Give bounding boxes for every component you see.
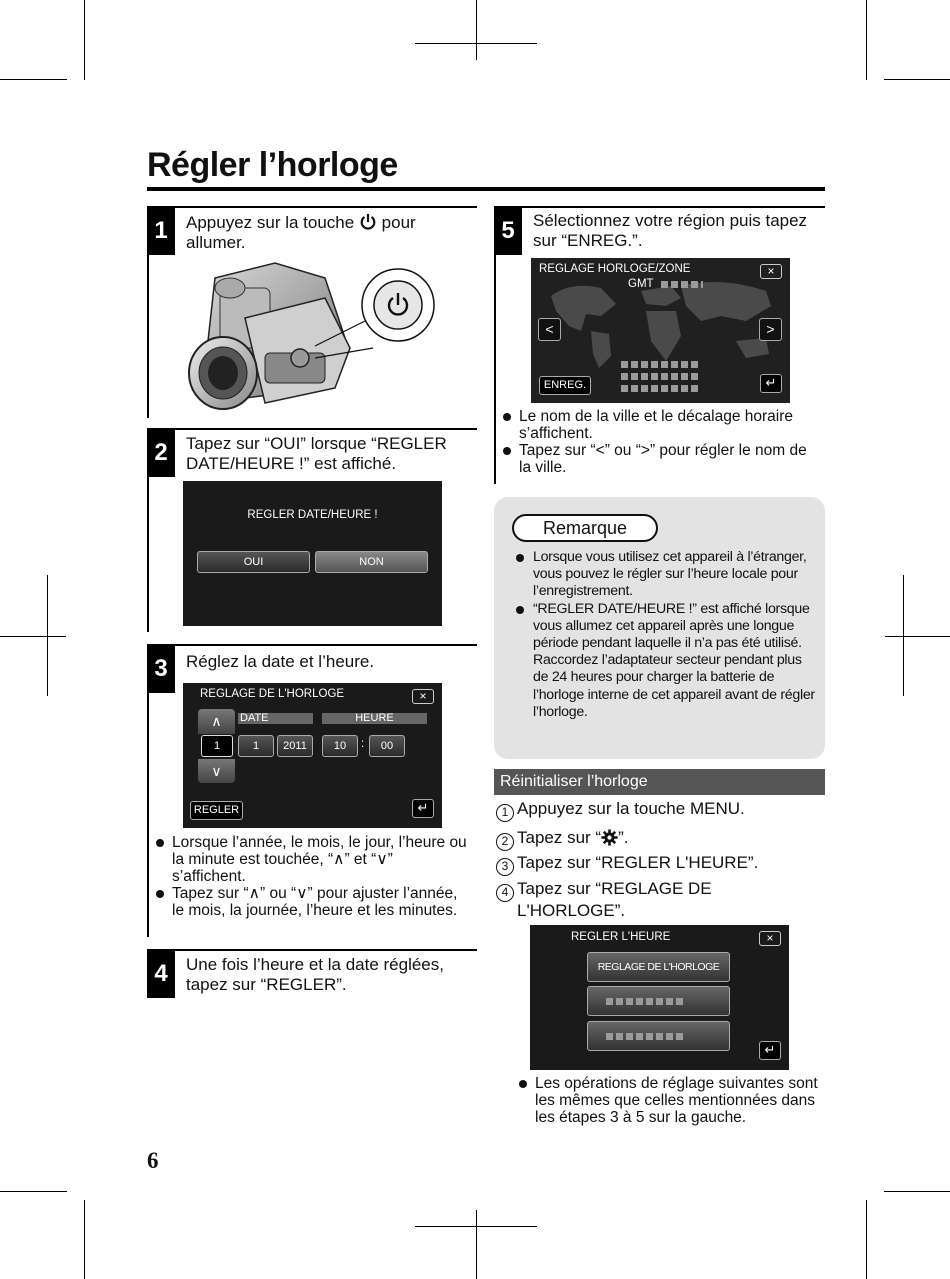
reset-step-1: [496, 800, 745, 822]
menu-item-dots: [606, 998, 686, 1005]
prev-city-button[interactable]: <: [538, 318, 561, 341]
back-icon[interactable]: ↵: [412, 799, 434, 818]
list-item: Tapez sur “<” ou “>” pour régler le nom de la ville.: [503, 442, 821, 476]
step-2-text: [186, 434, 476, 474]
year-field[interactable]: 2011: [277, 735, 313, 757]
back-icon[interactable]: ↵: [759, 1041, 781, 1060]
city-dots: [621, 373, 701, 380]
step-circle: 1: [496, 804, 514, 822]
step-1-pre: Appuyez sur la touche: [186, 213, 359, 232]
step-4-line2: tapez sur “REGLER”.: [186, 975, 347, 994]
list-item: Les opérations de réglage suivantes sont les mêmes que celles mentionnées dans les étapes 3 à 5 sur la gauche.: [519, 1075, 825, 1126]
screen-title: REGLAGE DE L'HORLOGE: [200, 688, 345, 700]
step-4-text: [186, 955, 476, 995]
step-1-line2: allumer.: [186, 233, 246, 252]
step-3-text: Réglez la date et l’heure.: [186, 652, 375, 671]
menu-item-dots: [606, 1033, 686, 1040]
crop-mark: [415, 1226, 537, 1227]
step-circle: 2: [496, 833, 514, 851]
list-item: Tapez sur “∧” ou “∨” pour ajuster l’année, le mois, la journée, l’heure et les minutes.: [156, 885, 470, 919]
reset-bullets: [519, 1075, 825, 1126]
step-circle: 3: [496, 858, 514, 876]
time-label: HEURE: [355, 712, 394, 724]
title-rule: [147, 187, 825, 191]
crop-mark: [476, 1210, 477, 1279]
crop-mark: [0, 79, 67, 80]
minute-field[interactable]: 00: [369, 735, 405, 757]
step-rule: [147, 949, 477, 951]
menu-item[interactable]: [587, 986, 730, 1016]
crop-mark: [885, 636, 950, 637]
close-icon[interactable]: ×: [760, 264, 782, 279]
gmt-value-dots: [661, 281, 703, 288]
step-2-line2: DATE/HEURE !” est affiché.: [186, 454, 397, 473]
step-5-bullets: [503, 408, 821, 476]
step-1-number: 1: [147, 207, 175, 255]
hour-field[interactable]: 10: [322, 735, 358, 757]
list-item: Lorsque vous utilisez cet appareil à l’étranger, vous pouvez le régler sur l’heure locale pour l’enregistrement.: [516, 549, 816, 601]
crop-mark: [84, 1200, 85, 1279]
world-map: [541, 276, 781, 371]
screen-clock-setting: [183, 683, 442, 828]
date-label: DATE: [240, 712, 269, 724]
menu-item-clock-setting[interactable]: REGLAGE DE L'HORLOGE: [587, 952, 730, 982]
list-item: Le nom de la ville et le décalage horaire s’affichent.: [503, 408, 821, 442]
list-item: “REGLER DATE/HEURE !” est affiché lorsque vous allumez cet appareil après une longue période pendant laquelle il n’a pas été utilisé. Raccordez l’adaptateur secteur pendant plus de 24 heures pour charger la batterie de l’horloge interne de cet appareil avant de régler l’horloge.: [516, 601, 816, 721]
page-number: 6: [147, 1148, 159, 1173]
step-rule: [494, 206, 825, 208]
city-dots: [621, 361, 701, 368]
step-5-text: [533, 211, 825, 251]
screen-timezone: [531, 258, 790, 403]
screen-title: REGLAGE HORLOGE/ZONE: [539, 263, 691, 275]
reset-step-text: Appuyez sur la touche MENU.: [517, 799, 745, 818]
note-label: Remarque: [512, 514, 658, 542]
screen-title: REGLER L'HEURE: [571, 931, 671, 943]
close-icon[interactable]: ×: [412, 689, 434, 704]
step-circle: 4: [496, 884, 514, 902]
step-rule: [147, 206, 477, 208]
up-arrow-button[interactable]: ∧: [198, 709, 235, 734]
step-2-number: 2: [147, 429, 175, 477]
month-field[interactable]: 1: [238, 735, 274, 757]
crop-mark: [476, 0, 477, 60]
step-4-line1: Une fois l’heure et la date réglées,: [186, 955, 444, 974]
day-field[interactable]: 1: [201, 735, 233, 757]
step-rule: [147, 644, 477, 646]
back-icon[interactable]: ↵: [760, 374, 782, 393]
step-1-text: [186, 213, 476, 253]
page-title: Régler l’horloge: [147, 146, 398, 184]
power-icon: [359, 213, 377, 231]
reset-step-text: Tapez sur “REGLER L'HEURE”.: [517, 853, 759, 872]
crop-mark: [866, 0, 867, 80]
gmt-label: GMT: [628, 278, 654, 290]
crop-mark: [415, 43, 537, 44]
screen-set-time-menu: [530, 925, 789, 1070]
reset-step-4: [496, 880, 712, 920]
step-2-line1: Tapez sur “OUI” lorsque “REGLER: [186, 434, 447, 453]
next-city-button[interactable]: >: [759, 318, 782, 341]
city-dots: [621, 385, 701, 392]
gear-icon: [601, 829, 618, 846]
step-5-line1: Sélectionnez votre région puis tapez: [533, 211, 808, 230]
reset-step-line1: Tapez sur “REGLAGE DE: [517, 879, 712, 898]
time-separator: :: [361, 738, 365, 750]
close-icon[interactable]: ×: [759, 931, 781, 946]
yes-button[interactable]: OUI: [197, 551, 310, 573]
step-4-number: 4: [147, 950, 175, 998]
step-5-number: 5: [494, 207, 522, 255]
no-button[interactable]: NON: [315, 551, 428, 573]
set-button[interactable]: REGLER: [190, 801, 243, 820]
crop-mark: [884, 79, 950, 80]
step-3-bullets: [156, 834, 470, 919]
screen-message: REGLER DATE/HEURE !: [247, 509, 378, 521]
step-5-line2: sur “ENREG.”.: [533, 231, 643, 250]
screen-set-date: [183, 481, 442, 626]
reset-step-line2: L'HORLOGE”.: [517, 901, 626, 920]
step-1-post: pour: [376, 213, 416, 232]
reset-step-post: ”.: [618, 828, 629, 847]
crop-mark: [866, 1200, 867, 1279]
save-button[interactable]: ENREG.: [539, 376, 591, 395]
down-arrow-button[interactable]: ∨: [198, 759, 235, 783]
camcorder-illustration: [185, 258, 447, 414]
crop-mark: [0, 1191, 67, 1192]
menu-item[interactable]: [587, 1021, 730, 1051]
list-item: Lorsque l’année, le mois, le jour, l’heure ou la minute est touchée, “∧” et “∨” s’affichent.: [156, 834, 470, 885]
reset-step-3: [496, 854, 758, 876]
section-heading: Réinitialiser l’horloge: [494, 769, 825, 795]
step-3-number: 3: [147, 645, 175, 693]
reset-step-2: [496, 829, 628, 851]
reset-step-pre: Tapez sur “: [517, 828, 602, 847]
step-rule: [147, 428, 477, 430]
note-list: [516, 549, 816, 721]
crop-mark: [0, 636, 66, 637]
crop-mark: [884, 1191, 950, 1192]
crop-mark: [84, 0, 85, 80]
